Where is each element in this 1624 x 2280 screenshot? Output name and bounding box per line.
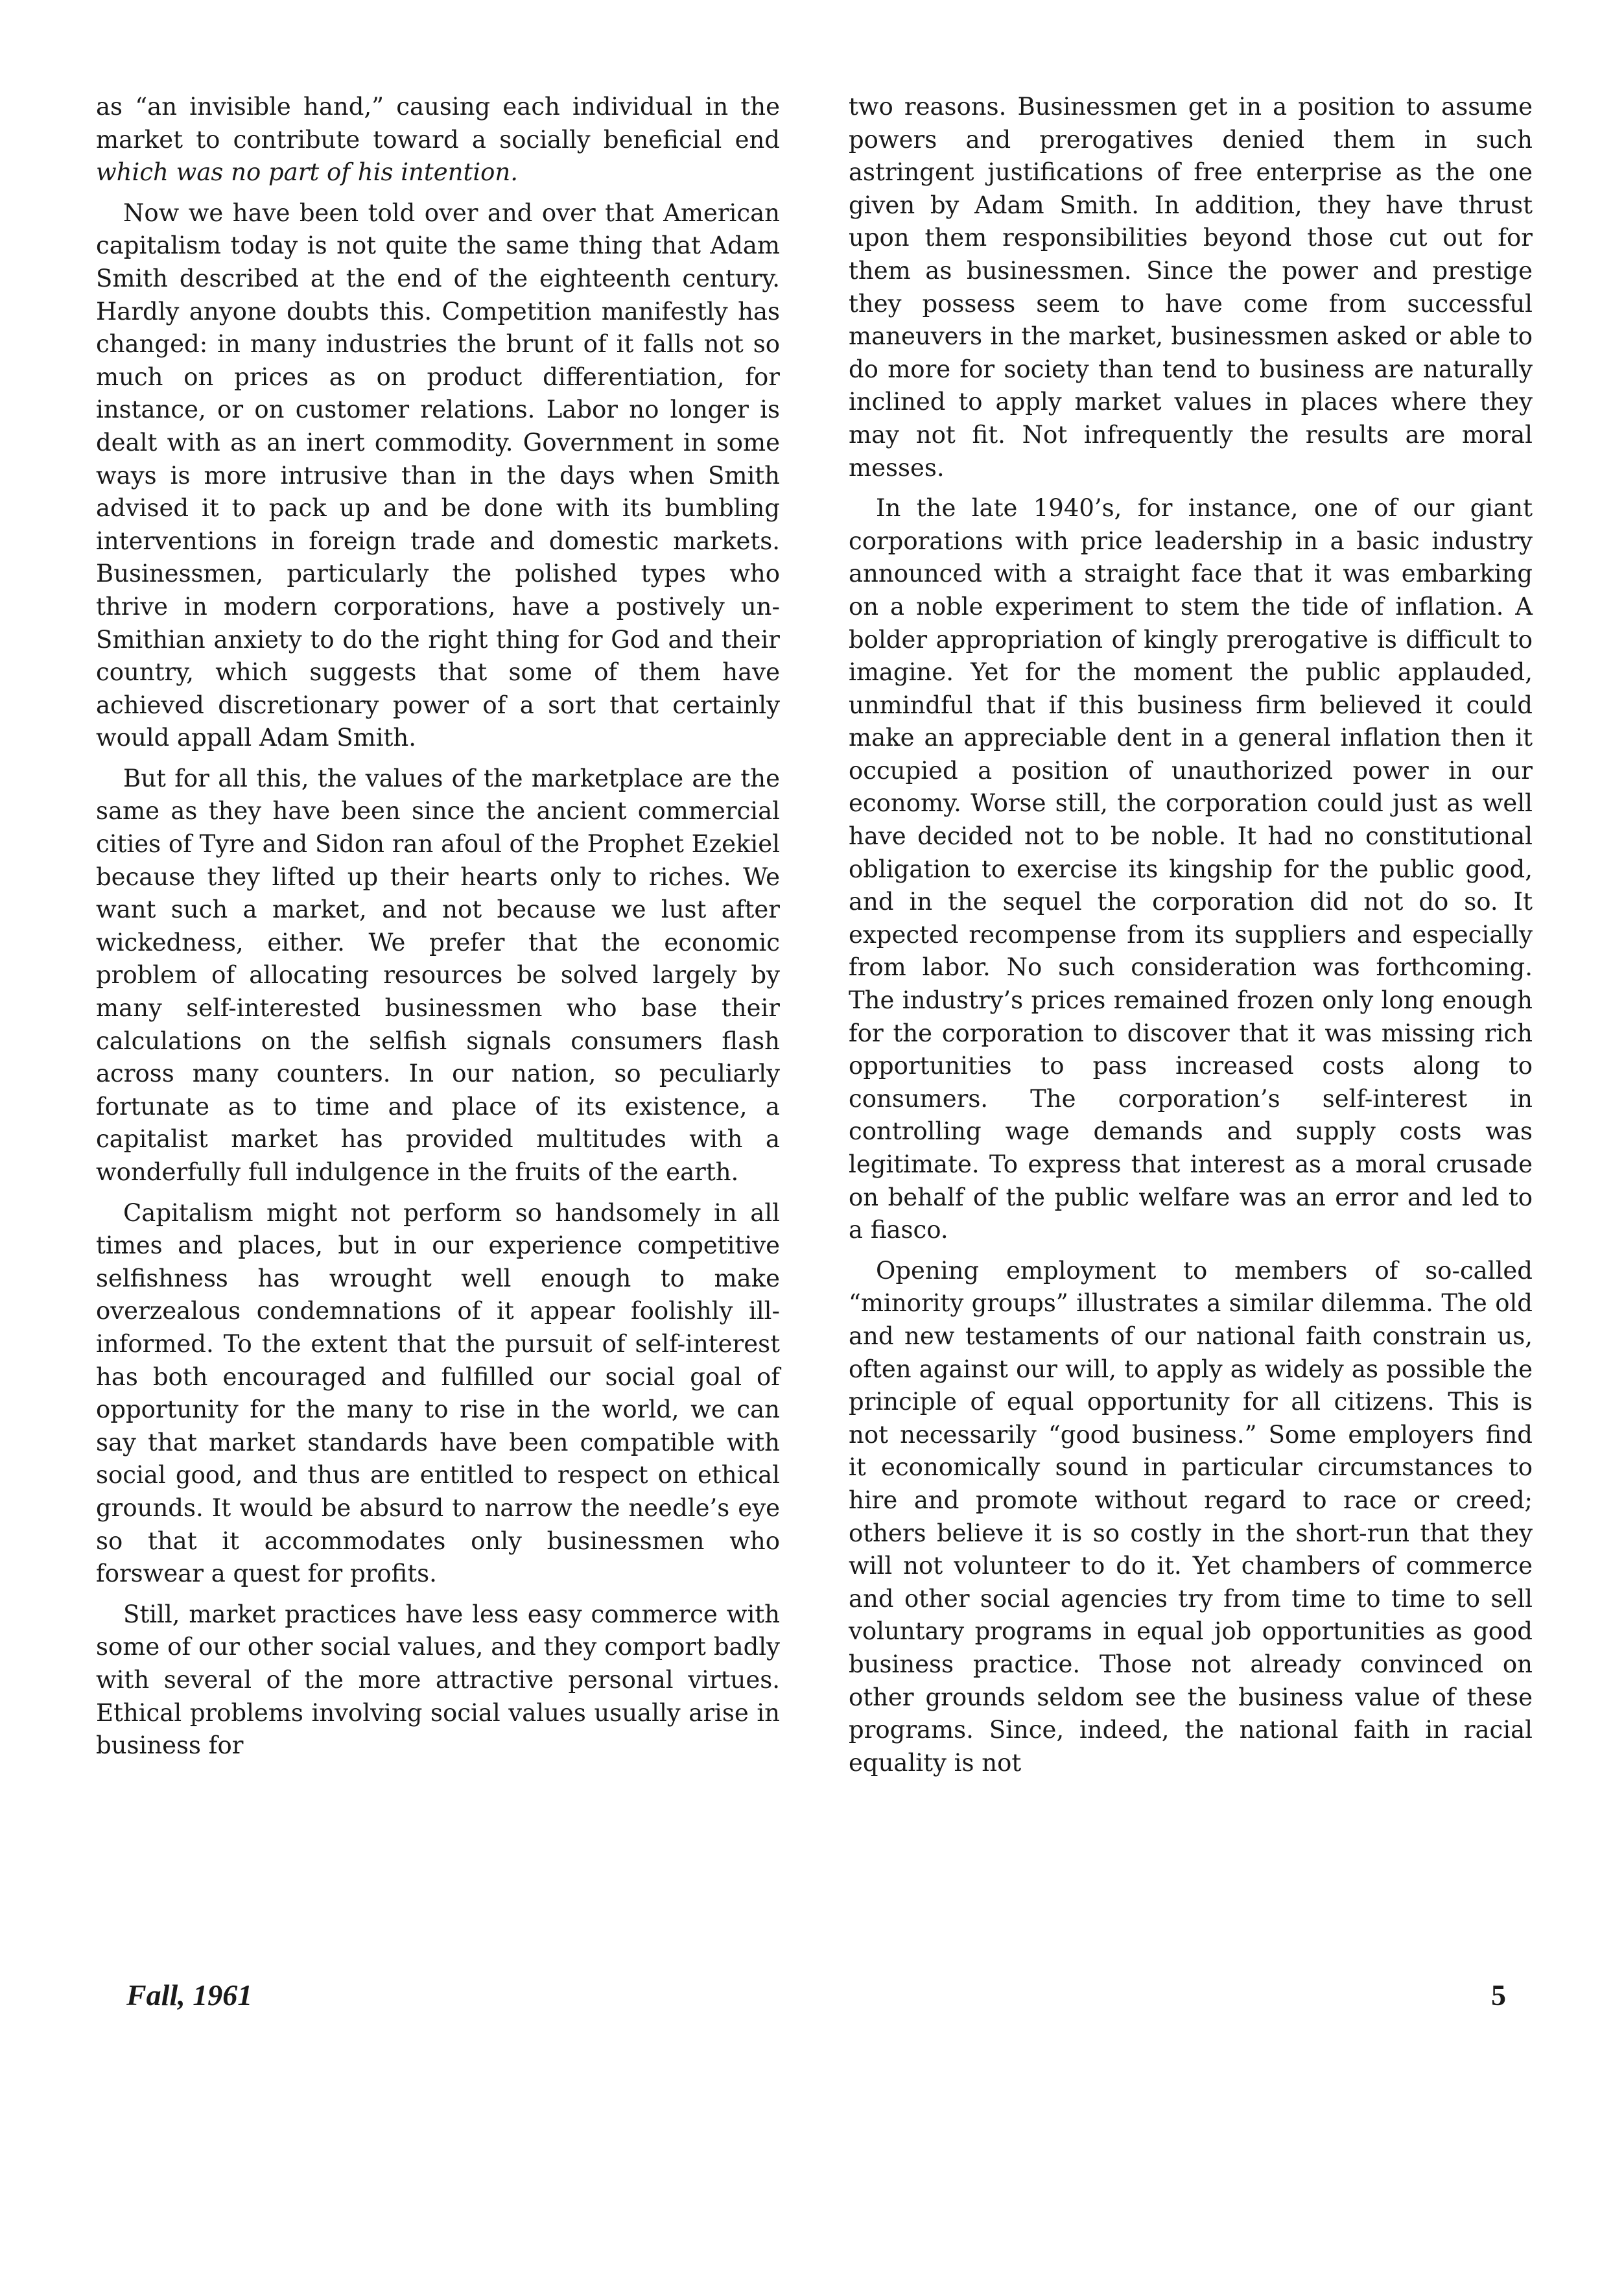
paragraph: Now we have been told over and over that American capitalism today is not quite the same thing that Adam Smith described at the end of the eighteenth century. Hardly anyone doubts this. Competition manifestly has changed: in many industries the brunt of it falls not so much on prices as on product differentiation, for instance, or on customer relations. Labor no longer is dealt with as an inert commodity. Government in some ways is more intrusive than in the days when Smith advised it to pack up and be done with its bumbling interventions in foreign trade and domestic markets. Businessmen, particularly the polished types who thrive in modern corporations, have a postively un-Smithian anxiety to do the right thing for God and their country, which suggests that some of them have achieved discretionary power of a sort that certainly would appall Adam Smith. [96,198,780,752]
paragraph: Still, market practices have less easy commerce with some of our other social values, and they comport badly with several of the more attractive personal virtues. Ethical problems involving social values usually arise in business for [96,1600,780,1760]
paragraph-text: as “an invisible hand,” causing each individual in the market to contribute toward a socially beneficial end [96,93,780,154]
right-column [849,91,1533,1787]
issue-date: Fall, 1961 [126,1978,253,2012]
paragraph: But for all this, the values of the marketplace are the same as they have been since the ancient commercial cities of Tyre and Sidon ran afoul of the Prophet Ezekiel because they lifted up their hearts only to riches. We want such a market, and not because we lust after wickedness, either. We prefer that the economic problem of allocating resources be solved largely by many self-interested businessmen who base their calculations on the selfish signals consumers flash across many counters. In our nation, so peculiarly fortunate as to time and place of its existence, a capitalist market has provided multitudes with a wonderfully full indulgence in the fruits of the earth. [96,764,780,1186]
paragraph: Opening employment to members of so-called “minority groups” illustrates a similar dilemma. The old and new testaments of our national faith constrain us, often against our will, to apply as widely as possible the principle of equal opportunity for all citizens. This is not necessarily “good business.” Some employers find it economically sound in particular circumstances to hire and promote without regard to race or creed; others believe it is so costly in the short-run that they will not volunteer to do it. Yet chambers of commerce and other social agencies try from time to time to sell voluntary programs in equal job opportunities as good business practice. Those not already convinced on other grounds seldom see the business value of these programs. Since, indeed, the national faith in racial equality is not [849,1256,1533,1777]
page-number: 5 [1491,1978,1506,2012]
paragraph: In the late 1940’s, for instance, one of our giant corporations with price leadership in a basic industry announced with a straight face that it was embarking on a noble experiment to stem the tide of inflation. A bolder appropriation of kingly prerogative is difficult to imagine. Yet for the moment the public applauded, unmindful that if this business firm believed it could make an appreciable dent in a general inflation then it occupied a position of unauthorized power in our economy. Worse still, the corporation could just as well have decided not to be noble. It had no constitutional obligation to exercise its kingship for the public good, and in the sequel the corporation did not do so. It expected recompense from its suppliers and especially from labor. No such consideration was forthcoming. The industry’s prices remained frozen only long enough for the corporation to discover that it was missing rich opportunities to pass increased costs along to consumers. The corporation’s self-interest in controlling wage demands and supply costs was legitimate. To express that interest as a moral crusade on behalf of the public welfare was an error and led to a fiasco. [849,494,1533,1244]
paragraph-continued [96,91,780,189]
paragraph-continued: two reasons. Businessmen get in a position to assume powers and prerogatives denied them in such astringent justifications of free enterprise as the one given by Adam Smith. In addition, they have thrust upon them responsibilities beyond those cut out for them as businessmen. Since the power and prestige they possess seem to have come from successful maneuvers in the market, businessmen asked or able to do more for society than tend to business are naturally inclined to apply market values in places where they may not fit. Not infrequently the results are moral messes. [849,93,1533,482]
paragraph: Capitalism might not perform so handsomely in all times and places, but in our experience competitive selfishness has wrought well enough to make overzealous condemnations of it appear foolishly ill-informed. To the extent that the pursuit of self-interest has both encouraged and fulfilled our social goal of opportunity for the many to rise in the world, we can say that market standards have been compatible with social good, and thus are entitled to respect on ethical grounds. It would be absurd to narrow the needle’s eye so that it accommodates only businessmen who forswear a quest for profits. [96,1198,780,1588]
italic-phrase: which was no part of his intention. [96,158,519,187]
left-column [96,91,780,1770]
